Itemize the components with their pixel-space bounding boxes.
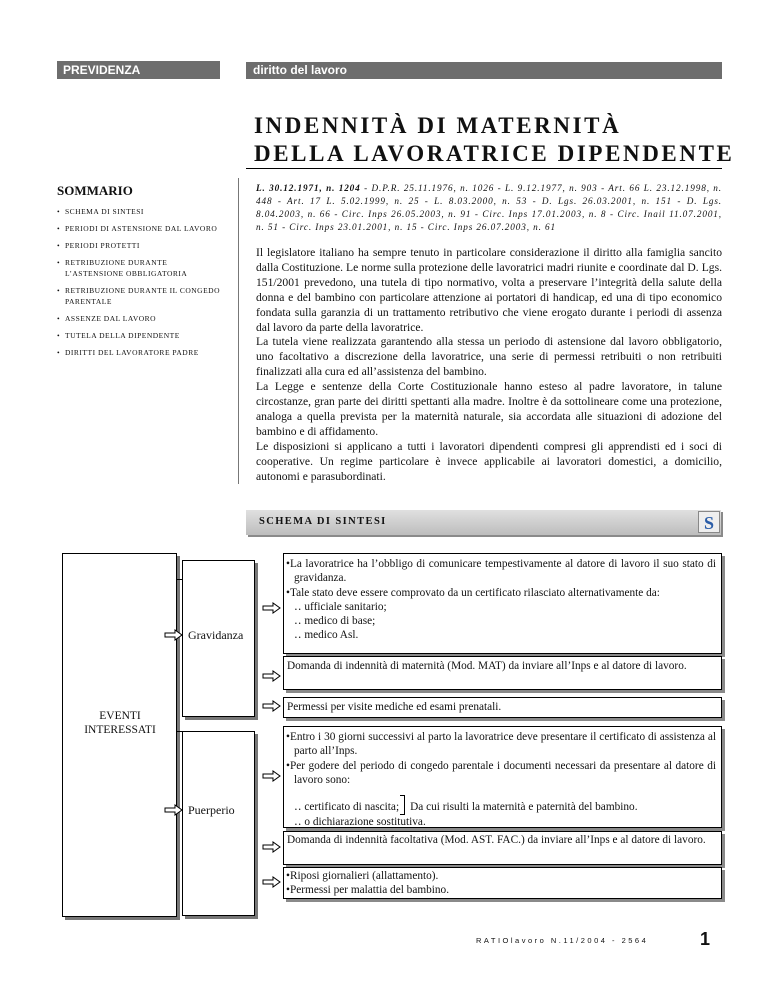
intro-paragraph: Le disposizioni si applicano a tutti i lavoratori dipendenti compresi gli apprendisti ed i soci di cooperative. Un regime particolare è invece applicabile ai lavoratori domestici, a domicilio, autonomi e parasubordinati. bbox=[256, 439, 722, 483]
gravidanza-box-2-text: Domanda di indennità di maternità (Mod. MAT) da inviare all’Inps e al datore di lavoro. bbox=[287, 660, 687, 672]
sommario-item[interactable]: • DIRITTI DEL LAVORATORE PADRE bbox=[57, 347, 227, 358]
title-line-1: INDENNITÀ DI MATERNITÀ bbox=[254, 113, 622, 138]
page-number: 1 bbox=[700, 929, 711, 949]
arrow-right-icon bbox=[262, 876, 282, 888]
sommario-item[interactable]: • ASSENZE DAL LAVORO bbox=[57, 313, 227, 324]
title-divider bbox=[246, 168, 722, 169]
sommario-item[interactable]: • SCHEMA DI SINTESI bbox=[57, 206, 227, 217]
arrow-right-icon bbox=[262, 841, 282, 853]
section-label-previdenza: PREVIDENZA bbox=[57, 61, 220, 79]
arrow-right-icon bbox=[262, 602, 282, 614]
footer-text: RATIOlavoro N.11/2004 - 2564 bbox=[476, 936, 649, 945]
sommario-list bbox=[57, 206, 227, 364]
bullet-item: •Entro i 30 giorni successivi al parto la lavoratrice deve presentare il certificato di assistenza al parto all’Inps. bbox=[286, 731, 716, 758]
schema-title: SCHEMA DI SINTESI bbox=[259, 516, 387, 527]
intro-paragraph: Il legislatore italiano ha sempre tenuto in particolare considerazione il diritto alla famiglia sancito dalla Costituzione. Le norme sulla protezione delle lavoratrici madri riunite e coordinate dal D. Lgs. 151/2001 prevedono, una tutela di tipo normativo, volta a preservare l’integrità della salute della donna e del bambino con particolare attenzione ai portatori di handicap, ed una di tipo economico fondata sulla garanzia di un trattamento retributivo che viene erogato durante i periodi di assenza dal lavoro da parte della lavoratrice. bbox=[256, 246, 722, 334]
bullet-item: •Tale stato deve essere comprovato da un certificato rilasciato alternativamente da: bbox=[286, 586, 660, 599]
legal-references bbox=[256, 182, 722, 234]
section-label-diritto-lavoro: diritto del lavoro bbox=[246, 62, 722, 79]
title-line-2: DELLA LAVORATRICE DIPENDENTE bbox=[254, 141, 735, 166]
dash-item: ‥ medico Asl. bbox=[294, 629, 359, 642]
bullet-item: •Riposi giornalieri (allattamento). bbox=[286, 870, 439, 882]
column-divider bbox=[238, 178, 239, 484]
arrow-right-icon bbox=[262, 770, 282, 782]
intro-text bbox=[256, 246, 722, 485]
puerperio-label: Puerperio bbox=[188, 803, 235, 817]
brace-mark bbox=[400, 795, 405, 815]
dash-item: ‥ certificato di nascita; Da cui risulti la maternità e paternità del bambino. bbox=[286, 795, 716, 815]
sommario-item[interactable]: • PERIODI DI ASTENSIONE DAL LAVORO bbox=[57, 223, 227, 234]
arrow-right-icon bbox=[262, 700, 282, 712]
bullet-item: •Per godere del periodo di congedo parentale i documenti necessari da presentare al datore di lavoro sono: bbox=[286, 759, 716, 786]
dash-item: ‥ ufficiale sanitario; bbox=[294, 600, 387, 613]
arrow-right-icon bbox=[262, 670, 282, 682]
sommario-item[interactable]: • RETRIBUZIONE DURANTE L’ASTENSIONE OBBLIGATORIA bbox=[57, 257, 227, 279]
schema-badge: S bbox=[698, 511, 720, 533]
eventi-label: EVENTI INTERESSATI bbox=[84, 710, 156, 736]
bullet-item: •La lavoratrice ha l’obbligo di comunicare tempestivamente al datore di lavoro il suo stato di gravidanza. bbox=[286, 558, 716, 585]
references-rest: - D.P.R. 25.11.1976, n. 1026 - L. 9.12.1977, n. 903 - Art. 66 L. 23.12.1998, n. 448 - Art. 17 L. 5.02.1999, n. 25 - L. 8.03.2000, n. 53 - D. Lgs. 26.03.2001, n. 151 - D. Lgs. 8.04.2003, n. 66 - Circ. Inps 26.05.2003, n. 91 - Circ. Inps 17.01.2003, n. 8 - Circ. Inail 11.07.2001, n. 51 - Circ. Inps 23.01.2001, n. 15 - Circ. Inps 26.07.2003, n. 61 bbox=[256, 183, 722, 232]
intro-paragraph: La tutela viene realizzata garantendo alla stessa un periodo di astensione dal lavoro obbligatorio, uno facoltativo a discrezione della lavoratrice, una serie di permessi retribuiti o non retribuiti finalizzati alla cura ed all’assistenza del bambino. bbox=[256, 335, 722, 379]
dash-item: ‥ o dichiarazione sostitutiva. bbox=[294, 816, 426, 829]
arrow-right-icon bbox=[164, 629, 184, 641]
arrow-right-icon bbox=[164, 804, 184, 816]
sommario-item[interactable]: • PERIODI PROTETTI bbox=[57, 240, 227, 251]
puerperio-box-2-text: Domanda di indennità facoltativa (Mod. AST. FAC.) da inviare all’Inps e al datore di lavoro. bbox=[287, 834, 706, 846]
dash-item: ‥ medico di base; bbox=[294, 615, 376, 628]
gravidanza-box-3-text: Permessi per visite mediche ed esami prenatali. bbox=[287, 701, 502, 713]
puerperio-box-1-text bbox=[286, 730, 716, 829]
intro-paragraph: La Legge e sentenze della Corte Costituzionale hanno esteso al padre lavoratore, in talune circostanze, gran parte dei diritti spettanti alla madre. Inoltre è da sottolineare come una protezione, analoga a quella prevista per la maternità naturale, sia accordata alle situazioni di adozione del bambino e di affidamento. bbox=[256, 380, 722, 438]
puerperio-box bbox=[182, 731, 255, 916]
page-title bbox=[254, 112, 734, 168]
bullet-item: •Permessi per malattia del bambino. bbox=[286, 884, 450, 897]
sommario-item[interactable]: • TUTELA DELLA DIPENDENTE bbox=[57, 330, 227, 341]
sommario-heading: SOMMARIO bbox=[57, 183, 133, 198]
gravidanza-label: Gravidanza bbox=[188, 628, 244, 642]
references-lead: L. 30.12.1971, n. 1204 bbox=[256, 183, 361, 193]
sommario-item[interactable]: • RETRIBUZIONE DURANTE IL CONGEDO PARENTALE bbox=[57, 285, 227, 307]
puerperio-box-3-text bbox=[286, 869, 716, 898]
gravidanza-box-1-text bbox=[286, 557, 716, 643]
